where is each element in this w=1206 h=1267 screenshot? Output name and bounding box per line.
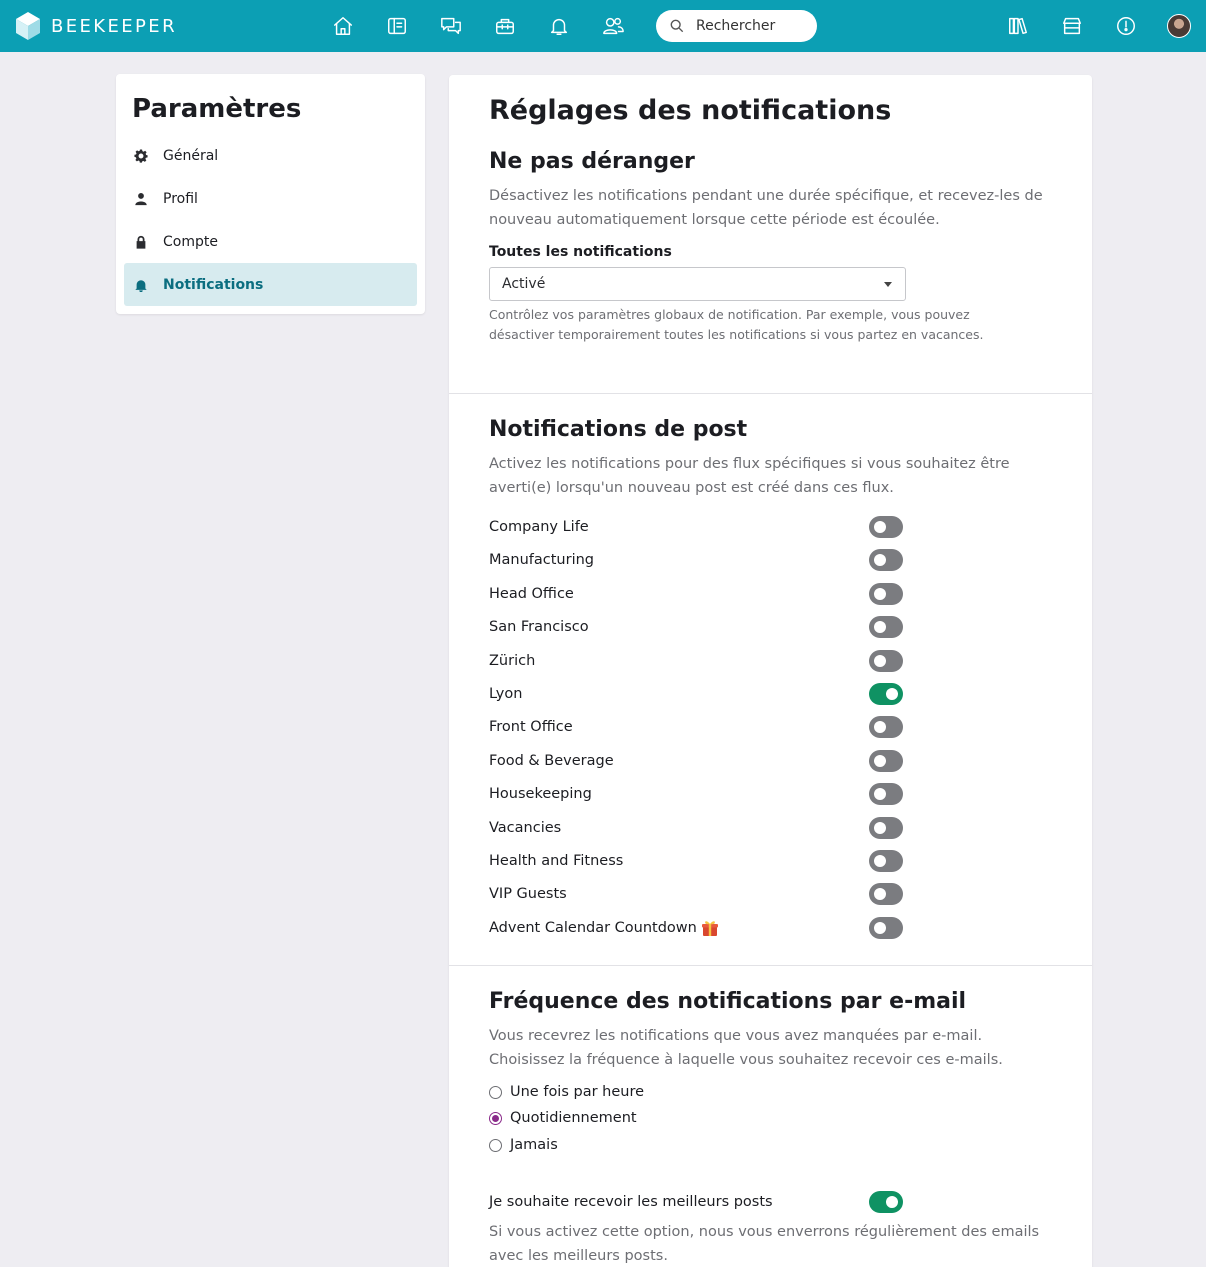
sidebar-item-account[interactable] <box>124 220 417 263</box>
stream-toggle[interactable] <box>869 783 903 805</box>
best-posts-label: Je souhaite recevoir les meilleurs posts <box>489 1194 773 1210</box>
all-notifications-label: Toutes les notifications <box>489 244 672 260</box>
stream-name: Front Office <box>489 719 573 735</box>
search-bar[interactable] <box>656 10 817 42</box>
stream-toggle[interactable] <box>869 716 903 738</box>
radio-label: Jamais <box>510 1137 558 1153</box>
dnd-help-text: Contrôlez vos paramètres globaux de notification. Par exemple, vous pouvez désactiver temporairement toutes les notifications si vous partez en vacances. <box>489 307 984 342</box>
sidebar-item-label: Compte <box>163 233 218 250</box>
dashboard-icon[interactable] <box>1114 14 1138 38</box>
brand-name: BEEKEEPER <box>51 15 177 37</box>
sidebar-item-notifications[interactable] <box>124 263 417 306</box>
stream-row <box>489 649 903 673</box>
stream-toggle[interactable] <box>869 883 903 905</box>
search-input[interactable] <box>696 18 806 34</box>
lock-icon <box>134 235 148 249</box>
stream-row <box>489 615 903 639</box>
library-icon[interactable] <box>1006 14 1030 38</box>
stream-name: Housekeeping <box>489 786 592 802</box>
chats-icon[interactable] <box>439 14 463 38</box>
email-frequency-description: Vous recevrez les notifications que vous avez manquées par e-mail. Choisissez la fréquence à laquelle vous souhaitez recevoir ces e-mails. <box>489 1028 1003 1068</box>
stream-name: VIP Guests <box>489 886 567 902</box>
sidebar-item-profile[interactable] <box>124 177 417 220</box>
stream-row <box>489 548 903 572</box>
stream-row <box>489 816 903 840</box>
section-divider <box>449 965 1092 966</box>
stream-name: Advent Calendar Countdown <box>489 920 697 936</box>
section-divider <box>449 393 1092 394</box>
stream-toggle[interactable] <box>869 650 903 672</box>
best-posts-toggle[interactable] <box>869 1191 903 1213</box>
stream-toggle[interactable] <box>869 516 903 538</box>
radio-button[interactable] <box>489 1112 502 1125</box>
radio-label: Une fois par heure <box>510 1084 645 1100</box>
caret-down-icon <box>884 282 892 287</box>
page-title: Réglages des notifications <box>489 95 892 126</box>
stream-name: San Francisco <box>489 619 589 635</box>
bell-icon[interactable] <box>547 14 571 38</box>
stream-toggle[interactable] <box>869 750 903 772</box>
stream-row <box>489 916 903 940</box>
stream-row <box>489 782 903 806</box>
stream-toggle[interactable] <box>869 850 903 872</box>
search-icon <box>670 19 684 33</box>
radio-never[interactable] <box>489 1135 558 1155</box>
brand-logo[interactable] <box>16 12 177 40</box>
radio-button[interactable] <box>489 1139 502 1152</box>
user-avatar[interactable] <box>1167 14 1191 38</box>
stream-row <box>489 715 903 739</box>
dnd-description: Désactivez les notifications pendant une durée spécifique, et recevez-les de nouveau automatiquement lorsque cette période est écoulée. <box>489 188 1043 228</box>
dnd-heading: Ne pas déranger <box>489 149 695 174</box>
notification-settings-panel <box>449 75 1092 1267</box>
stream-name: Manufacturing <box>489 552 594 568</box>
radio-label: Quotidiennement <box>510 1110 637 1126</box>
sidebar-item-label: Général <box>163 147 219 164</box>
settings-sidebar <box>116 74 425 314</box>
stream-toggle[interactable] <box>869 917 903 939</box>
select-value: Activé <box>502 276 546 292</box>
stream-row <box>489 582 903 606</box>
email-frequency-heading: Fréquence des notifications par e-mail <box>489 989 967 1014</box>
gift-icon <box>701 919 719 937</box>
radio-daily[interactable] <box>489 1108 637 1128</box>
radio-hourly[interactable] <box>489 1082 644 1102</box>
stream-name: Company Life <box>489 519 589 535</box>
post-notifications-heading: Notifications de post <box>489 417 748 442</box>
sidebar-item-general[interactable] <box>124 134 417 177</box>
home-icon[interactable] <box>331 14 355 38</box>
sidebar-item-label: Notifications <box>163 276 264 293</box>
stream-name: Head Office <box>489 586 574 602</box>
stream-name: Vacancies <box>489 820 562 836</box>
stream-name: Lyon <box>489 686 523 702</box>
stream-row <box>489 682 903 706</box>
best-posts-row <box>489 1190 903 1214</box>
post-notifications-description: Activez les notifications pour des flux spécifiques si vous souhaitez être averti(e) lorsqu'un nouveau post est créé dans ces flux. <box>489 456 1010 496</box>
stream-row <box>489 515 903 539</box>
person-icon <box>134 192 148 206</box>
people-icon[interactable] <box>601 14 625 38</box>
stream-toggle[interactable] <box>869 683 903 705</box>
stream-row <box>489 882 903 906</box>
tools-icon[interactable] <box>493 14 517 38</box>
stream-toggle[interactable] <box>869 583 903 605</box>
beekeeper-logo-icon <box>16 12 40 40</box>
streams-icon[interactable] <box>385 14 409 38</box>
marketplace-icon[interactable] <box>1060 14 1084 38</box>
stream-row <box>489 749 903 773</box>
sidebar-item-label: Profil <box>163 190 198 207</box>
gear-icon <box>134 149 148 163</box>
best-posts-help-text: Si vous activez cette option, nous vous enverrons régulièrement des emails avec les meilleurs posts. <box>489 1224 1040 1264</box>
sidebar-title: Paramètres <box>132 94 302 124</box>
all-notifications-select[interactable] <box>489 267 906 301</box>
stream-toggle[interactable] <box>869 817 903 839</box>
stream-toggle[interactable] <box>869 616 903 638</box>
top-navigation-bar <box>0 0 1206 52</box>
stream-name: Health and Fitness <box>489 853 624 869</box>
stream-row <box>489 849 903 873</box>
radio-button[interactable] <box>489 1086 502 1099</box>
stream-name: Zürich <box>489 653 536 669</box>
stream-name: Food & Beverage <box>489 753 614 769</box>
stream-toggle[interactable] <box>869 549 903 571</box>
bell-icon <box>134 278 148 292</box>
